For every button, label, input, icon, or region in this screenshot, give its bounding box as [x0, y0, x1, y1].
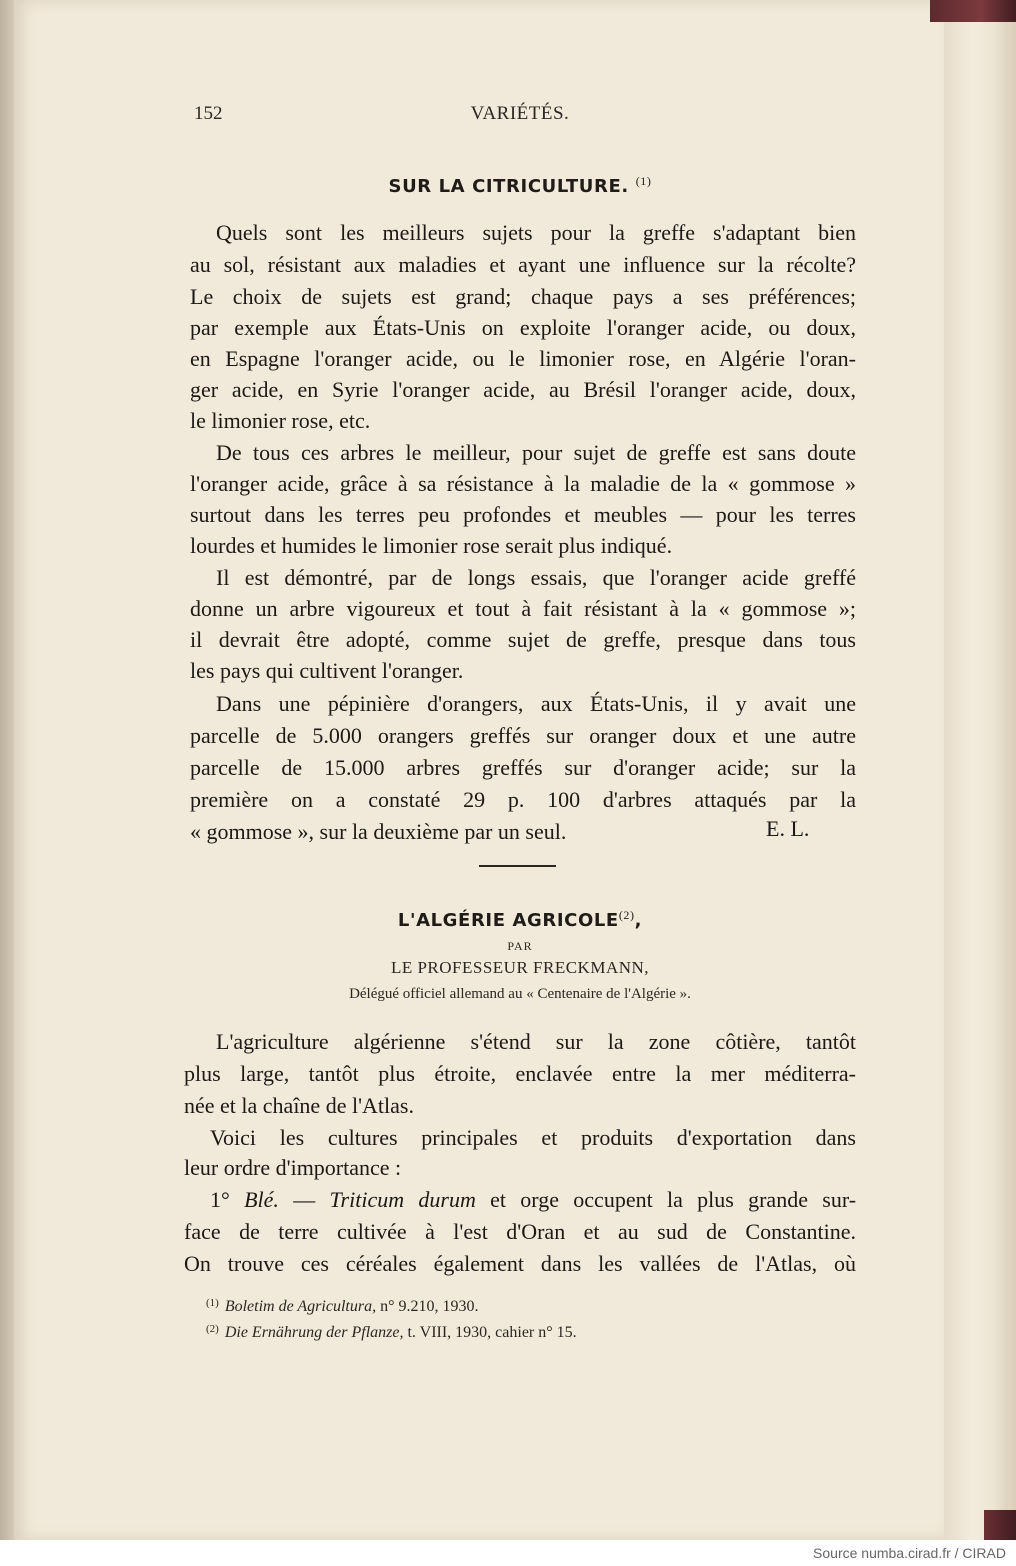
byline-par: PAR	[507, 939, 533, 953]
footnote-source: Boletim de Agricultura,	[224, 1298, 377, 1315]
footnote-source: Die Ernährung der Pflanze,	[224, 1324, 404, 1341]
book-binding-bottom	[984, 1510, 1016, 1540]
article1-line: il devrait être adopté, comme sujet de greffe, presque dans tous	[190, 627, 856, 652]
article1-line: le limonier rose, etc.	[190, 408, 371, 433]
item-name: Blé.	[244, 1187, 279, 1212]
section-divider	[479, 865, 556, 867]
article1-line: l'oranger acide, grâce à sa résistance à la maladie de la « gommose »	[190, 471, 856, 496]
article1-line: première on a constaté 29 p. 100 d'arbres attaqués par la	[190, 787, 856, 812]
article1-line: lourdes et humides le limonier rose serait plus indiqué.	[190, 533, 673, 558]
article1-line: en Espagne l'oranger acide, ou le limonier rose, en Algérie l'oran-	[190, 346, 856, 371]
source-credit: Source numba.cirad.fr / CIRAD	[0, 1540, 1016, 1566]
article1-line: surtout dans les terres peu profondes et meubles — pour les terres	[190, 502, 856, 527]
article2-line: Voici les cultures principales et produits d'exportation dans	[210, 1125, 856, 1150]
running-head: VARIÉTÉS.	[470, 103, 570, 124]
article1-line: ger acide, en Syrie l'oranger acide, au Brésil l'oranger acide, doux,	[190, 377, 856, 402]
article1-title	[184, 174, 856, 197]
page-header	[184, 103, 856, 133]
article1-line: les pays qui cultivent l'oranger.	[190, 658, 464, 683]
item-latin-name: Triticum durum	[329, 1187, 476, 1212]
article2-title-text: L'ALGÉRIE AGRICOLE	[397, 910, 619, 931]
article1-line: donne un arbre vigoureux et tout à fait résistant à la « gommose »;	[190, 596, 856, 621]
footnote-mark: (2)	[206, 1323, 219, 1335]
footnote-mark: (1)	[206, 1297, 219, 1309]
article1-line: Dans une pépinière d'orangers, aux États-Unis, il y avait une	[216, 691, 856, 716]
article1-line: De tous ces arbres le meilleur, pour sujet de greffe est sans doute	[216, 440, 856, 465]
article1-line: Quels sont les meilleurs sujets pour la greffe s'adaptant bien	[216, 220, 856, 245]
article1-line: par exemple aux États-Unis on exploite l'oranger acide, ou doux,	[190, 315, 856, 340]
article1-line: Le choix de sujets est grand; chaque pays a ses préférences;	[190, 284, 856, 309]
article1-signature: E. L.	[766, 816, 810, 841]
article1-line: parcelle de 5.000 orangers greffés sur oranger doux et une autre	[190, 723, 856, 748]
footnote-1	[206, 1297, 478, 1316]
article2-line: plus large, tantôt plus étroite, enclavée entre la mer méditerra-	[184, 1061, 856, 1086]
article1-title-text: SUR LA CITRICULTURE.	[388, 176, 629, 197]
article2-line: On trouve ces céréales également dans les vallées de l'Atlas, où	[184, 1251, 856, 1276]
article2-line: née et la chaîne de l'Atlas.	[184, 1093, 414, 1118]
article2-title: L'ALGÉRIE AGRICOLE$^{(2)}$,	[397, 908, 643, 931]
article2-item-1: 1° Blé. — Triticum durum et orge occupent la plus grande sur-	[210, 1187, 857, 1212]
author-role: Délégué officiel allemand au « Centenaire de l'Algérie ».	[349, 986, 691, 1002]
article1-line: « gommose », sur la deuxième par un seul.	[190, 819, 567, 844]
footnote-details: n° 9.210, 1930.	[380, 1298, 479, 1315]
item-number: 1°	[210, 1187, 230, 1212]
article1-line: Il est démontré, par de longs essais, que l'oranger acide greffé	[216, 565, 856, 590]
article1-line: au sol, résistant aux maladies et ayant une influence sur la récolte?	[190, 252, 856, 277]
article1-footnote-ref: (1)	[635, 174, 652, 188]
book-binding-top	[930, 0, 1016, 22]
article2-line: leur ordre d'importance :	[184, 1155, 402, 1180]
page-number: 152	[194, 103, 223, 124]
article1-line: parcelle de 15.000 arbres greffés sur d'oranger acide; sur la	[190, 755, 856, 780]
next-page-edge	[944, 0, 1016, 1540]
footnote-2	[206, 1323, 577, 1342]
article2-line: face de terre cultivée à l'est d'Oran et au sud de Constantine.	[184, 1219, 856, 1244]
article2-footnote-ref: (2)	[618, 908, 635, 922]
author-name: LE PROFESSEUR FRECKMANN,	[390, 958, 650, 977]
footnote-details: t. VIII, 1930, cahier n° 15.	[407, 1324, 577, 1341]
article2-line: L'agriculture algérienne s'étend sur la zone côtière, tantôt	[216, 1029, 856, 1054]
